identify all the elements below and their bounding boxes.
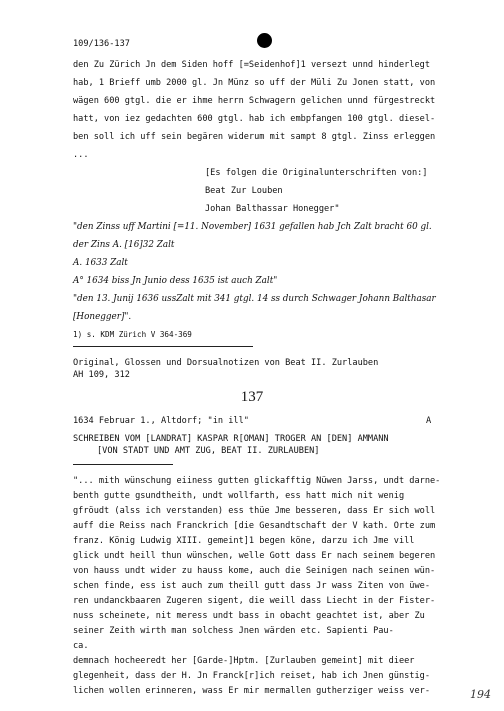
body-line: den Zu Zürich Jn dem Siden hoff [=Seidenhof]1 versezt unnd hinderlegt bbox=[73, 60, 430, 70]
letter-line: demnach hocheeredt her [Garde-]Hptm. [Zurlauben gemeint] mit dieer bbox=[73, 656, 415, 666]
letter-line: von hauss undt wider zu hauss kome, auch die Seinigen nach seinen wün- bbox=[73, 566, 436, 576]
letter-line: schen finde, ess ist auch zum theill gutt dass Jr wass Ziten von üwe- bbox=[73, 581, 430, 591]
body-line: ... bbox=[73, 150, 89, 160]
letter-line: glick undt heill thun wünschen, welle Gott dass Er nach seinem begeren bbox=[73, 551, 436, 561]
source-note: AH 109, 312 bbox=[73, 370, 130, 380]
body-line: hab, 1 Brieff umb 2000 gl. Jn Münz so uff der Müli Zu Jonen statt, von bbox=[73, 78, 436, 88]
punch-hole bbox=[257, 33, 272, 48]
gloss-line: [Honegger]". bbox=[73, 312, 132, 322]
source-note: Original, Glossen und Dorsualnotizen von Beat II. Zurlauben bbox=[73, 358, 379, 368]
gloss-line: A. 1633 Zalt bbox=[73, 258, 128, 268]
signature-name: Johan Balthassar Honegger" bbox=[205, 204, 340, 214]
body-line: wägen 600 gtgl. die er ihme herrn Schwagern gelichen unnd fürgestreckt bbox=[73, 96, 436, 106]
footnote-divider bbox=[73, 346, 253, 347]
letter-line: seiner Zeith wirth man solchess Jnen wärden etc. Sapienti Pau- bbox=[73, 626, 394, 636]
gloss-line: A° 1634 biss Jn Junio dess 1635 ist auch Zalt" bbox=[73, 276, 278, 286]
letter-line: benth gutte gsundtheith, undt wollfarth, ess hatt mich nit wenig bbox=[73, 491, 405, 501]
gloss-line: der Zins A. [16]32 Zalt bbox=[73, 240, 175, 250]
gloss-line: "den 13. Junij 1636 ussZalt mit 341 gtgl. 14 ss durch Schwager Johann Balthasar bbox=[73, 294, 436, 304]
title-divider bbox=[73, 464, 173, 465]
marker: A bbox=[426, 416, 432, 426]
letter-line: auff die Reiss nach Franckrich [die Gesandtschaft der V kath. Orte zum bbox=[73, 521, 436, 531]
letter-line: franz. König Ludwig XIII. gemeint]1 begen köne, darzu ich Jme vill bbox=[73, 536, 415, 546]
footnote: 1) s. KDM Zürich V 364-369 bbox=[73, 330, 192, 339]
document-number: 137 bbox=[240, 389, 264, 405]
letter-line: nuss scheinete, nit meress undt bass in obacht geachtet ist, aber Zu bbox=[73, 611, 425, 621]
dateline: 1634 Februar 1., Altdorf; "in ill" bbox=[73, 416, 249, 426]
document-title: SCHREIBEN VOM [LANDRAT] KASPAR R[OMAN] TROGER AN [DEN] AMMANN bbox=[73, 434, 389, 444]
letter-line: "... mith wünschung eiiness gutten glickafftig Nüwen Jarss, undt darne- bbox=[73, 476, 441, 486]
body-line: hatt, von iez gedachten 600 gtgl. hab ich embpfangen 100 gtgl. diesel- bbox=[73, 114, 436, 124]
signature-name: Beat Zur Louben bbox=[205, 186, 283, 196]
archive-reference: 109/136-137 bbox=[73, 39, 130, 49]
letter-line: glegenheit, dass der H. Jn Franck[r]ich reiset, hab ich Jnen günstig- bbox=[73, 671, 430, 681]
letter-line: ca. bbox=[73, 641, 89, 651]
signature-note: [Es folgen die Originalunterschriften von:] bbox=[205, 168, 428, 178]
letter-line: gfröudt (alss ich verstanden) ess thüe Jme besseren, dass Er sich woll bbox=[73, 506, 436, 516]
body-line: ben soll ich uff sein begären widerum mit sampt 8 gtgl. Zinss erleggen bbox=[73, 132, 436, 142]
page-number: 194 bbox=[470, 688, 491, 701]
gloss-line: "den Zinss uff Martini [=11. November] 1631 gefallen hab Jch Zalt bracht 60 gl. bbox=[73, 222, 432, 232]
letter-line: lichen wollen erinneren, wass Er mir mermallen gutherziger weiss ver- bbox=[73, 686, 430, 696]
document-title: [VON STADT UND AMT ZUG, BEAT II. ZURLAUBEN] bbox=[97, 446, 320, 456]
letter-line: ren undanckbaaren Zugeren sigent, die weill dass Liecht in der Fister- bbox=[73, 596, 436, 606]
